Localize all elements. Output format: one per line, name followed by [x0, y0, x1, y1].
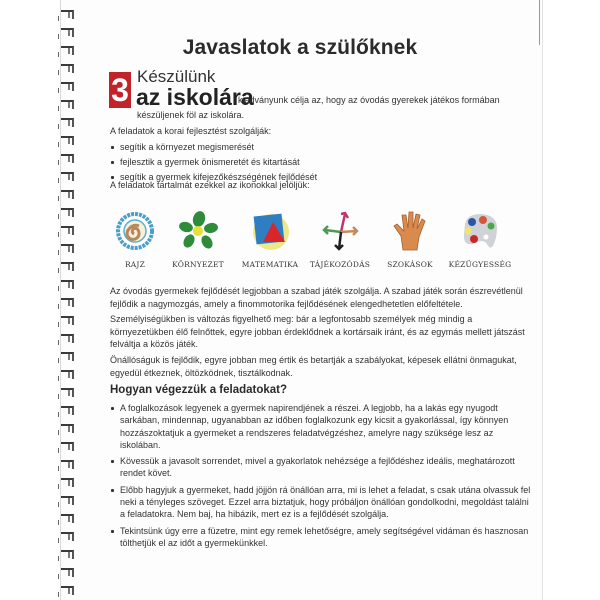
goal-item: segítik a környezet megismerését	[110, 140, 317, 155]
series-kicker: Készülünk	[137, 67, 216, 86]
goals-lead: A feladatok a korai fejlesztést szolgálják:	[110, 126, 272, 136]
icon-legend-item	[375, 210, 445, 269]
icon-legend-item	[235, 210, 305, 269]
binding-ring	[61, 226, 74, 235]
binding-ring	[61, 208, 74, 217]
binding-ring	[61, 316, 74, 325]
palette-icon	[459, 210, 501, 252]
icon-legend-item	[445, 210, 515, 269]
binding-ring	[61, 100, 74, 109]
hand-icon	[389, 210, 431, 252]
binding-ring	[61, 172, 74, 181]
binding-ring	[61, 460, 74, 469]
binding-ring	[61, 118, 74, 127]
howto-item: A foglalkozások legyenek a gyermek napirendjének a részei. A legjobb, ha a lakás egy nyugodt sarkában, mindennap, ugyanabban az időben foglalkozunk egy kicsit a gyakorlással, így könnyen hozzászoktatjuk a gyermeket a rendszeres feladatvégzéshez, amelyre nagy szüksége lesz az iskolában.	[110, 402, 535, 451]
binding-ring	[61, 442, 74, 451]
binding-ring	[61, 478, 74, 487]
binding-ring	[61, 424, 74, 433]
spiral-icon	[114, 210, 156, 252]
binding-ring	[61, 370, 74, 379]
binding-ring	[61, 352, 74, 361]
icon-label: KÉZÜGYESSÉG	[448, 260, 512, 269]
howto-list	[110, 402, 535, 553]
goal-item: fejlesztik a gyermek önismeretét és kitartását	[110, 155, 317, 170]
binding-ring	[61, 586, 74, 595]
binding-ring	[61, 10, 74, 19]
binding-ring	[61, 280, 74, 289]
howto-item: Előbb hagyjuk a gyermeket, hadd jöjjön rá önállóan arra, mi is lehet a feladat, s csak utána olvassuk fel neki a tényleges szöveget. Ezzel arra biztatjuk, hogy próbáljon önállóan gondolkodni, megoldást találni a feladatokra. Nem baj, ha hibázik, mert ez is a fejlődését szolgálja.	[110, 484, 535, 521]
spiral-binding	[58, 0, 78, 600]
paragraph-play: Az óvodás gyermekek fejlődését legjobban a szabad játék szolgálja. A szabad játék során észrevétlenül fejlődik a nagymozgás, amely a finommotorika fejlődésének elengedhetetlen előfeltétele.	[110, 286, 523, 309]
howto-heading: Hogyan végezzük a feladatokat?	[110, 384, 288, 396]
icon-legend-item	[305, 210, 375, 269]
binding-ring	[61, 190, 74, 199]
series-number-badge: 3	[109, 72, 131, 108]
shapes-icon	[249, 210, 291, 252]
intro-text-line-2: készüljenek föl az iskolára.	[137, 110, 245, 120]
binding-ring	[61, 244, 74, 253]
icon-label: RAJZ	[124, 260, 146, 269]
binding-ring	[61, 64, 74, 73]
page-title: Javaslatok a szülőknek	[182, 36, 418, 59]
howto-item: Tekintsünk úgy erre a füzetre, mint egy remek lehetőségre, amely segítségével vidáman és hasznosan tölthetjük el az időt a gyermekünkkel.	[110, 525, 535, 550]
binding-ring	[61, 550, 74, 559]
howto-item: Kövessük a javasolt sorrendet, mivel a gyakorlatok nehézsége a fejlődéshez ideális, meghatározott rendet követ.	[110, 455, 535, 480]
icon-label: MATEMATIKA	[241, 260, 299, 269]
arrows-icon	[319, 210, 361, 252]
paragraph-personality: Személyiségükben is változás figyelhető meg: bár a legfontosabb személyek még mindig a környezetükben élő felnőttek, egyre jobban érdeklődnek a kortársaik iránt, és az egymás mellett játszást felváltja a közös játék.	[110, 314, 525, 349]
goals-list	[110, 140, 317, 185]
icon-label: SZOKÁSOK	[387, 260, 433, 269]
binding-ring	[61, 532, 74, 541]
binding-ring	[61, 514, 74, 523]
binding-ring	[61, 136, 74, 145]
icon-label: KÖRNYEZET	[172, 260, 224, 269]
goal-item: segítik a gyermek kifejezőkészségének fejlődését	[110, 170, 317, 185]
icon-legend-item	[163, 210, 233, 269]
icon-label: TÁJÉKOZÓDÁS	[309, 260, 371, 269]
binding-ring	[61, 334, 74, 343]
icon-legend	[100, 210, 520, 280]
icon-legend-item	[100, 210, 170, 269]
binding-ring	[61, 388, 74, 397]
paragraph-independence: Önállóságuk is fejlődik, egyre jobban meg értik és betartják a szabályokat, képesek ellátni önmagukat, egyedül étkeznek, öltözködnek, tisztálkodnak.	[110, 355, 517, 378]
icons-lead: A feladatok tartalmát ezekkel az ikonokkal jelöljük:	[110, 180, 310, 190]
series-title: az iskolára	[136, 84, 254, 110]
binding-ring	[61, 262, 74, 271]
binding-ring	[61, 496, 74, 505]
binding-ring	[61, 406, 74, 415]
binding-ring	[61, 82, 74, 91]
binding-ring	[61, 568, 74, 577]
intro-text-line-1: kiadványunk célja az, hogy az óvodás gyerekek játékos formában	[238, 95, 500, 105]
flower-icon	[177, 210, 219, 252]
binding-ring	[61, 154, 74, 163]
binding-ring	[61, 298, 74, 307]
